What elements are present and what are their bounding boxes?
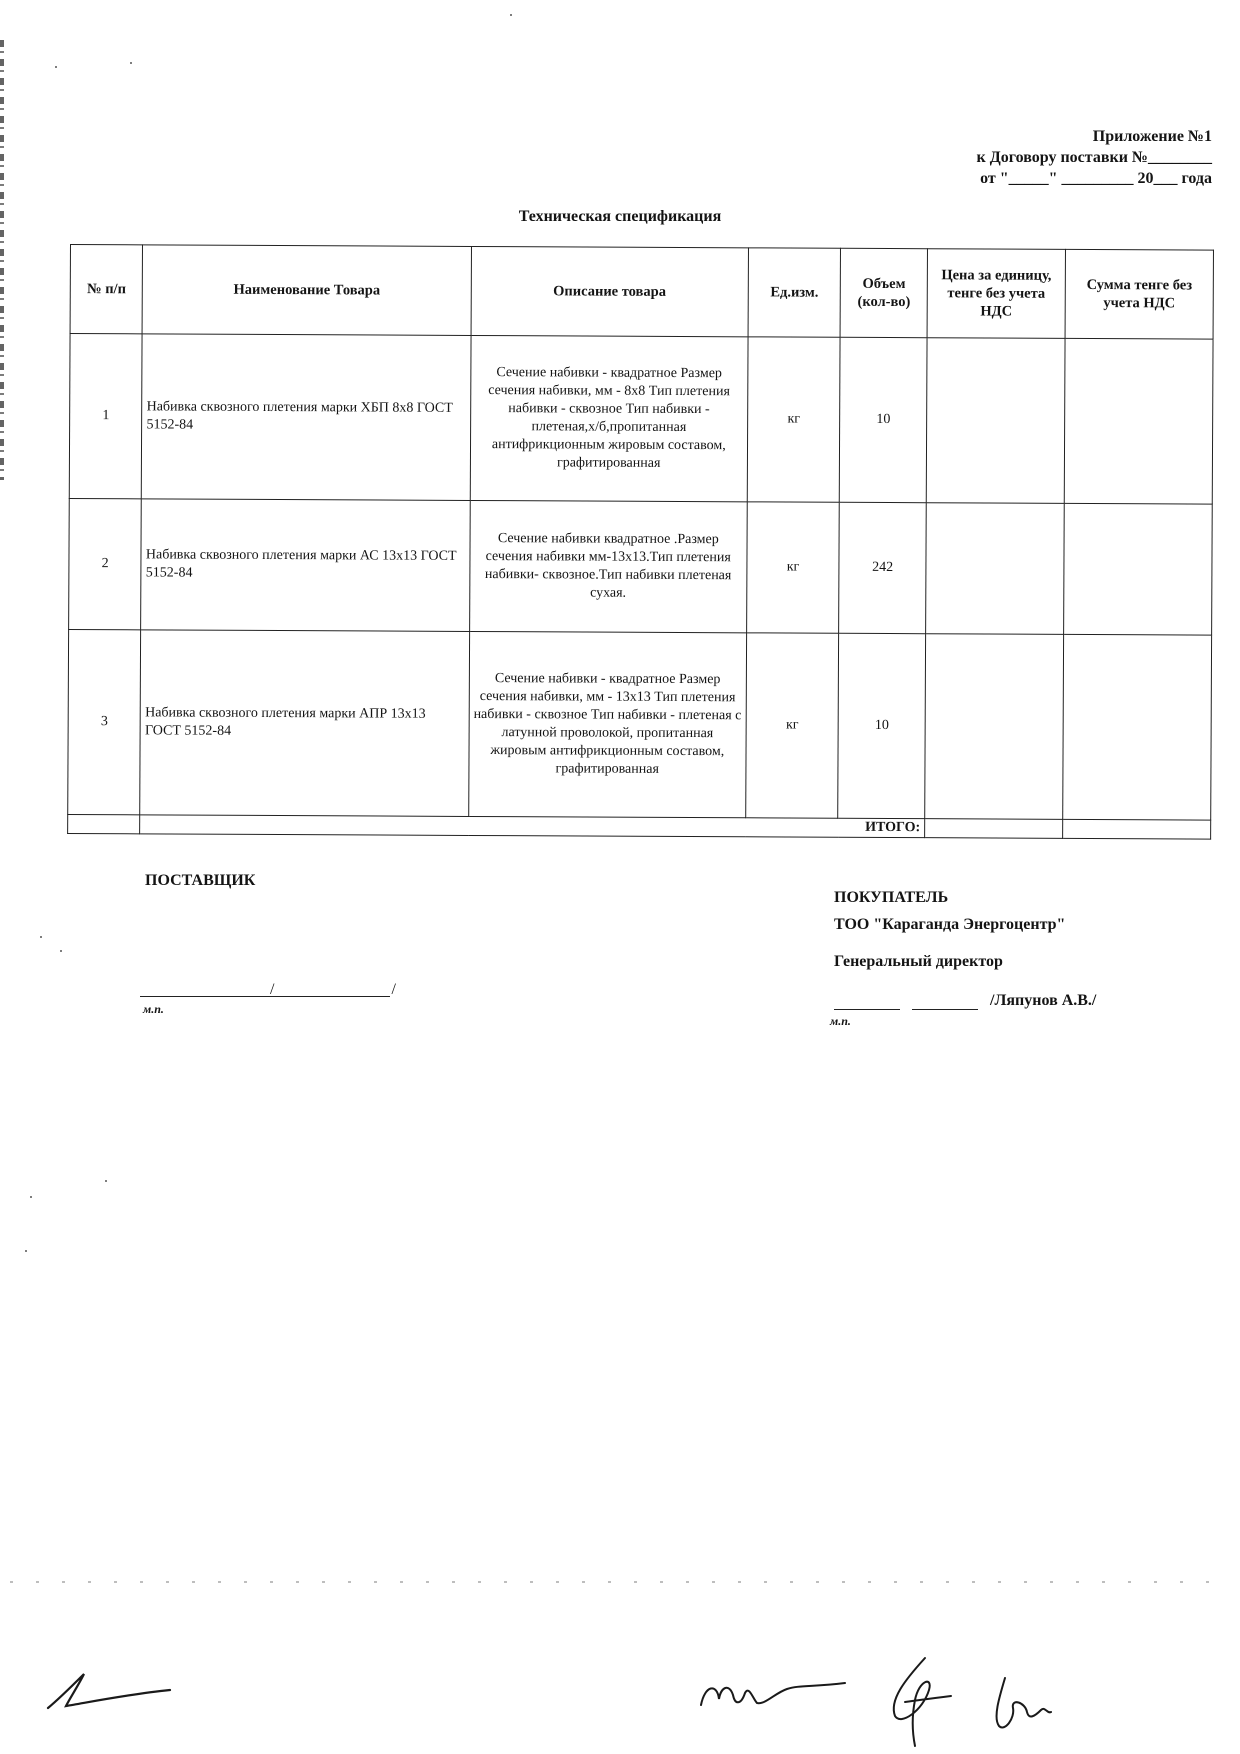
scan-speck <box>30 1196 32 1198</box>
column-header-name: Наименование Товара <box>142 245 471 336</box>
contract-number-line: к Договору поставки №________ <box>976 149 1212 166</box>
scan-speck <box>60 950 62 952</box>
total-empty-cell <box>68 814 140 833</box>
column-header-description: Описание товара <box>471 246 749 336</box>
product-name: Набивка сквозного плетения марки АС 13х13 ГОСТ 5152-84 <box>141 499 470 632</box>
sum-cell <box>1064 503 1213 635</box>
table-row <box>69 498 1213 635</box>
annex-title: Приложение №1 <box>1092 128 1212 145</box>
product-description: Сечение набивки квадратное .Размер сечения набивки мм-13х13.Тип плетения набивки- сквозное.Тип набивки плетеная сухая. <box>469 500 747 632</box>
table-header-row <box>70 245 1213 340</box>
column-header-unit-price: Цена за единицу, тенге без учета НДС <box>927 249 1066 339</box>
scan-dotted-line <box>10 1581 1210 1583</box>
scan-speck <box>105 1180 107 1182</box>
buyer-signatory: /Ляпунов А.В./ <box>990 992 1097 1009</box>
scan-speck <box>55 66 57 68</box>
quantity-cell: 10 <box>838 633 925 818</box>
handwritten-initials-right <box>985 1668 1055 1738</box>
total-label: ИТОГО: <box>140 815 925 838</box>
signature-separator: / <box>270 981 275 998</box>
scan-speck <box>130 62 132 64</box>
sum-cell <box>1064 338 1213 504</box>
unit-cell: кг <box>746 502 839 633</box>
buyer-organization: ТОО "Караганда Энергоцентр" <box>834 916 1066 933</box>
unit-cell: кг <box>747 337 840 502</box>
scan-speck <box>510 14 512 16</box>
scan-speck <box>25 1250 27 1252</box>
unit-price-cell <box>926 338 1065 504</box>
table-row <box>68 629 1212 820</box>
supplier-stamp-place: м.п. <box>143 1002 164 1016</box>
unit-price-cell <box>926 503 1065 635</box>
row-number: 1 <box>69 334 142 499</box>
total-price-cell <box>925 819 1063 839</box>
column-header-number: № п/п <box>70 245 143 334</box>
unit-price-cell <box>925 634 1064 820</box>
buyer-block <box>834 884 1065 975</box>
buyer-stamp-place: м.п. <box>830 1014 851 1028</box>
handwritten-signature-right <box>875 1650 965 1750</box>
product-description: Сечение набивки - квадратное Размер сечения набивки, мм - 8х8 Тип плетения набивки - сквозное Тип набивки - плетеная,х/б,пропитанная антифрикционным жировым составом, графитированная <box>470 335 748 501</box>
document-title: Техническая спецификация <box>518 208 722 225</box>
signature-underline <box>912 995 978 1010</box>
scan-speck <box>40 936 42 938</box>
total-sum-cell <box>1063 819 1211 839</box>
supplier-label: ПОСТАВЩИК <box>145 872 256 889</box>
signature-underline <box>834 995 900 1010</box>
handwritten-signature-middle <box>695 1665 865 1725</box>
contract-date-line: от "_____" _________ 20___ года <box>980 170 1212 187</box>
annex-header <box>932 126 1212 189</box>
handwritten-signature-left <box>40 1660 180 1720</box>
buyer-signature-line <box>834 992 1096 1010</box>
quantity-cell: 242 <box>839 502 926 633</box>
table-row <box>69 334 1213 505</box>
product-description: Сечение набивки - квадратное Размер сечения набивки, мм - 13х13 Тип плетения набивки - сквозное Тип набивки - плетеная с латунной проволокой, пропитанная жировым антифрикционным составом, графитированная <box>468 631 746 817</box>
scan-edge-artifact <box>0 40 4 480</box>
unit-cell: кг <box>746 633 839 818</box>
supplier-signature-line <box>140 980 396 998</box>
column-header-sum: Сумма тенге без учета НДС <box>1065 249 1213 339</box>
row-number: 2 <box>69 498 142 629</box>
sum-cell <box>1063 634 1212 820</box>
quantity-cell: 10 <box>840 337 927 502</box>
buyer-label: ПОКУПАТЕЛЬ <box>834 889 949 906</box>
column-header-unit: Ед.изм. <box>748 248 841 337</box>
product-name: Набивка сквозного плетения марки ХБП 8х8 ГОСТ 5152-84 <box>142 334 471 501</box>
product-name: Набивка сквозного плетения марки АПР 13х13 ГОСТ 5152-84 <box>140 630 469 817</box>
row-number: 3 <box>68 629 141 814</box>
buyer-position: Генеральный директор <box>834 953 1003 970</box>
specification-table <box>67 244 1214 840</box>
column-header-quantity: Объем (кол-во) <box>840 248 927 337</box>
signature-separator: / <box>391 981 396 998</box>
